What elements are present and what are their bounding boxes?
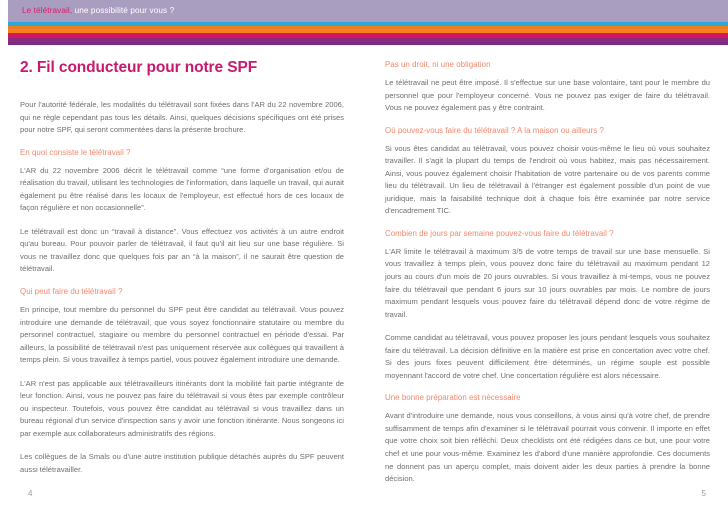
page-gutter — [0, 0, 8, 516]
brochure-banner — [0, 0, 728, 22]
paragraph: Comme candidat au télétravail, vous pouvez proposer les jours pendant lesquels vous souhaitez faire du télétravail. La décision définitive en la matière est prise en concertation avec votre chef. Si des jours fixes peuvent difficilement être déterminés, un régime souple est possible moyennant l'accord de votre chef. Une concertation régulière est alors nécessaire. — [385, 333, 710, 380]
paragraph: En principe, tout membre du personnel du SPF peut être candidat au télétravail. Vous pouvez introduire une demande de télétravail, que vous soyez fonctionnaire statutaire ou membre du personnel contractuel, stagiaire ou membre du personnel contractuel en période d'essai. Par ailleurs, la possibilité de télétravail n'est pas uniquement réservée aux collègues qui travaillent à temps plein. Si vous travaillez à temps partiel, vous pouvez également introduire une demande. — [20, 305, 344, 365]
page-title: 2. Fil conducteur pour notre SPF — [20, 59, 258, 76]
paragraph: Le télétravail est donc un “travail à distance”. Vous effectuez vos activités à un autre endroit qu'au bureau. Pour pouvoir parler de télétravail, il faut qu'il ait lieu sur une base régulière. Si vous ne travaillez donc que quelques fois par an “à la maison”, il ne saurait être question de télétravail. — [20, 226, 344, 274]
section-subheading: Qui peut faire du télétravail ? — [20, 287, 123, 297]
spread-pages — [0, 45, 728, 516]
page-right — [385, 45, 710, 516]
color-stripe-band — [0, 22, 728, 45]
page-number-left: 4 — [28, 489, 33, 498]
section-subheading: Où pouvez-vous faire du télétravail ? A la maison ou ailleurs ? — [385, 125, 604, 135]
paragraph: Si vous êtes candidat au télétravail, vous pouvez choisir vous-même le lieu où vous souhaitez travailler. Il s'agit la plupart du temps de l'endroit où vous habitez, mais pas nécessairement. Ainsi, vous pouvez également choisir l'habitation de votre partenaire ou de vos parents comme lieu du télétravail. Un lieu de télétravail à l'étranger est également possible d'un point de vue juridique, mais la faisabilité technique doit à chaque fois être examinée par notre service d'encadrement TIC. — [385, 143, 710, 216]
section-subheading: Combien de jours par semaine pouvez-vous faire du télétravail ? — [385, 228, 614, 238]
section-subheading: Pas un droit, ni une obligation — [385, 60, 491, 69]
paragraph: Avant d'introduire une demande, nous vous conseillons, à vous ainsi qu'à votre chef, de prendre suffisamment de temps afin d'examiner si le télétravail pourrait vous convenir. Il importe en effet que votre choix soit bien réfléchi. Deux checklists ont été rédigées dans ce but, une pour votre chef et une pour vous-même. Examinez les d'abord d'une manière approfondie. Ces documents ne donnent pas un aperçu complet, mais doivent aider les deux parties à prendre la bonne décision. — [385, 411, 710, 484]
paragraph: L'AR n'est pas applicable aux télétravailleurs itinérants dont la mobilité fait partie intégrante de leur fonction. Ainsi, vous ne pouvez pas faire du télétravail si vous êtes par exemple contrôleur ou inspecteur. Toutefois, vous pouvez être candidat au télétravail si vous travaillez dans un bureau régional d'un service d'inspection sans y avoir une fonction itinérante. Nous songeons ici par exemple aux collaborateurs administratifs des régions. — [20, 378, 344, 438]
page-number-right: 5 — [701, 489, 706, 498]
paragraph: Les collègues de la Smals ou d'une autre institution publique détachés auprès du SPF peuvent aussi télétravailler. — [20, 452, 344, 475]
paragraph: L'AR du 22 novembre 2006 décrit le télétravail comme “une forme d'organisation et/ou de réalisation du travail, utilisant les technologies de l'information, dans laquelle un travail, qui aurait également pu être réalisé dans les locaux de l'employeur, est effectué hors de ces locaux de façon régulière et non occasionnelle”. — [20, 165, 344, 213]
paragraph: Pour l'autorité fédérale, les modalités du télétravail sont fixées dans l'AR du 22 novembre 2006, qui ne règle cependant pas tous les détails. Ainsi, quelques décisions spécifiques ont été prises pour notre SPF, qui seront commentées dans la présente brochure. — [20, 100, 344, 135]
banner-title-accent: Le télétravail, — [22, 6, 73, 15]
banner-title — [22, 6, 174, 15]
page-left — [20, 45, 344, 516]
paragraph: L'AR limite le télétravail à maximum 3/5 de votre temps de travail sur une base mensuelle. Si vous travaillez à temps plein, vous pouvez donc faire du télétravail au maximum pendant 12 jours au cours d'un mois de 20 jours ouvrables. Si vous travaillez à mi-temps, vous ne pouvez faire du télétravail que pendant 6 jours sur 10 jours ouvrables par mois. Le nombre de jours maximum pendant lesquels vous pouvez faire du télétravail dépend donc de votre régime de travail. — [385, 246, 710, 319]
section-subheading: En quoi consiste le télétravail ? — [20, 147, 131, 157]
section-subheading: Une bonne préparation est nécessaire — [385, 393, 521, 403]
banner-title-rest: une possibilité pour vous ? — [72, 6, 175, 15]
paragraph: Le télétravail ne peut être imposé. Il s'effectue sur une base volontaire, tant pour le membre du personnel que pour l'employeur concerné. Vous ne pouvez pas exiger de faire du télétravail. Vous ne pouvez également pas y être contraint. — [385, 78, 710, 113]
